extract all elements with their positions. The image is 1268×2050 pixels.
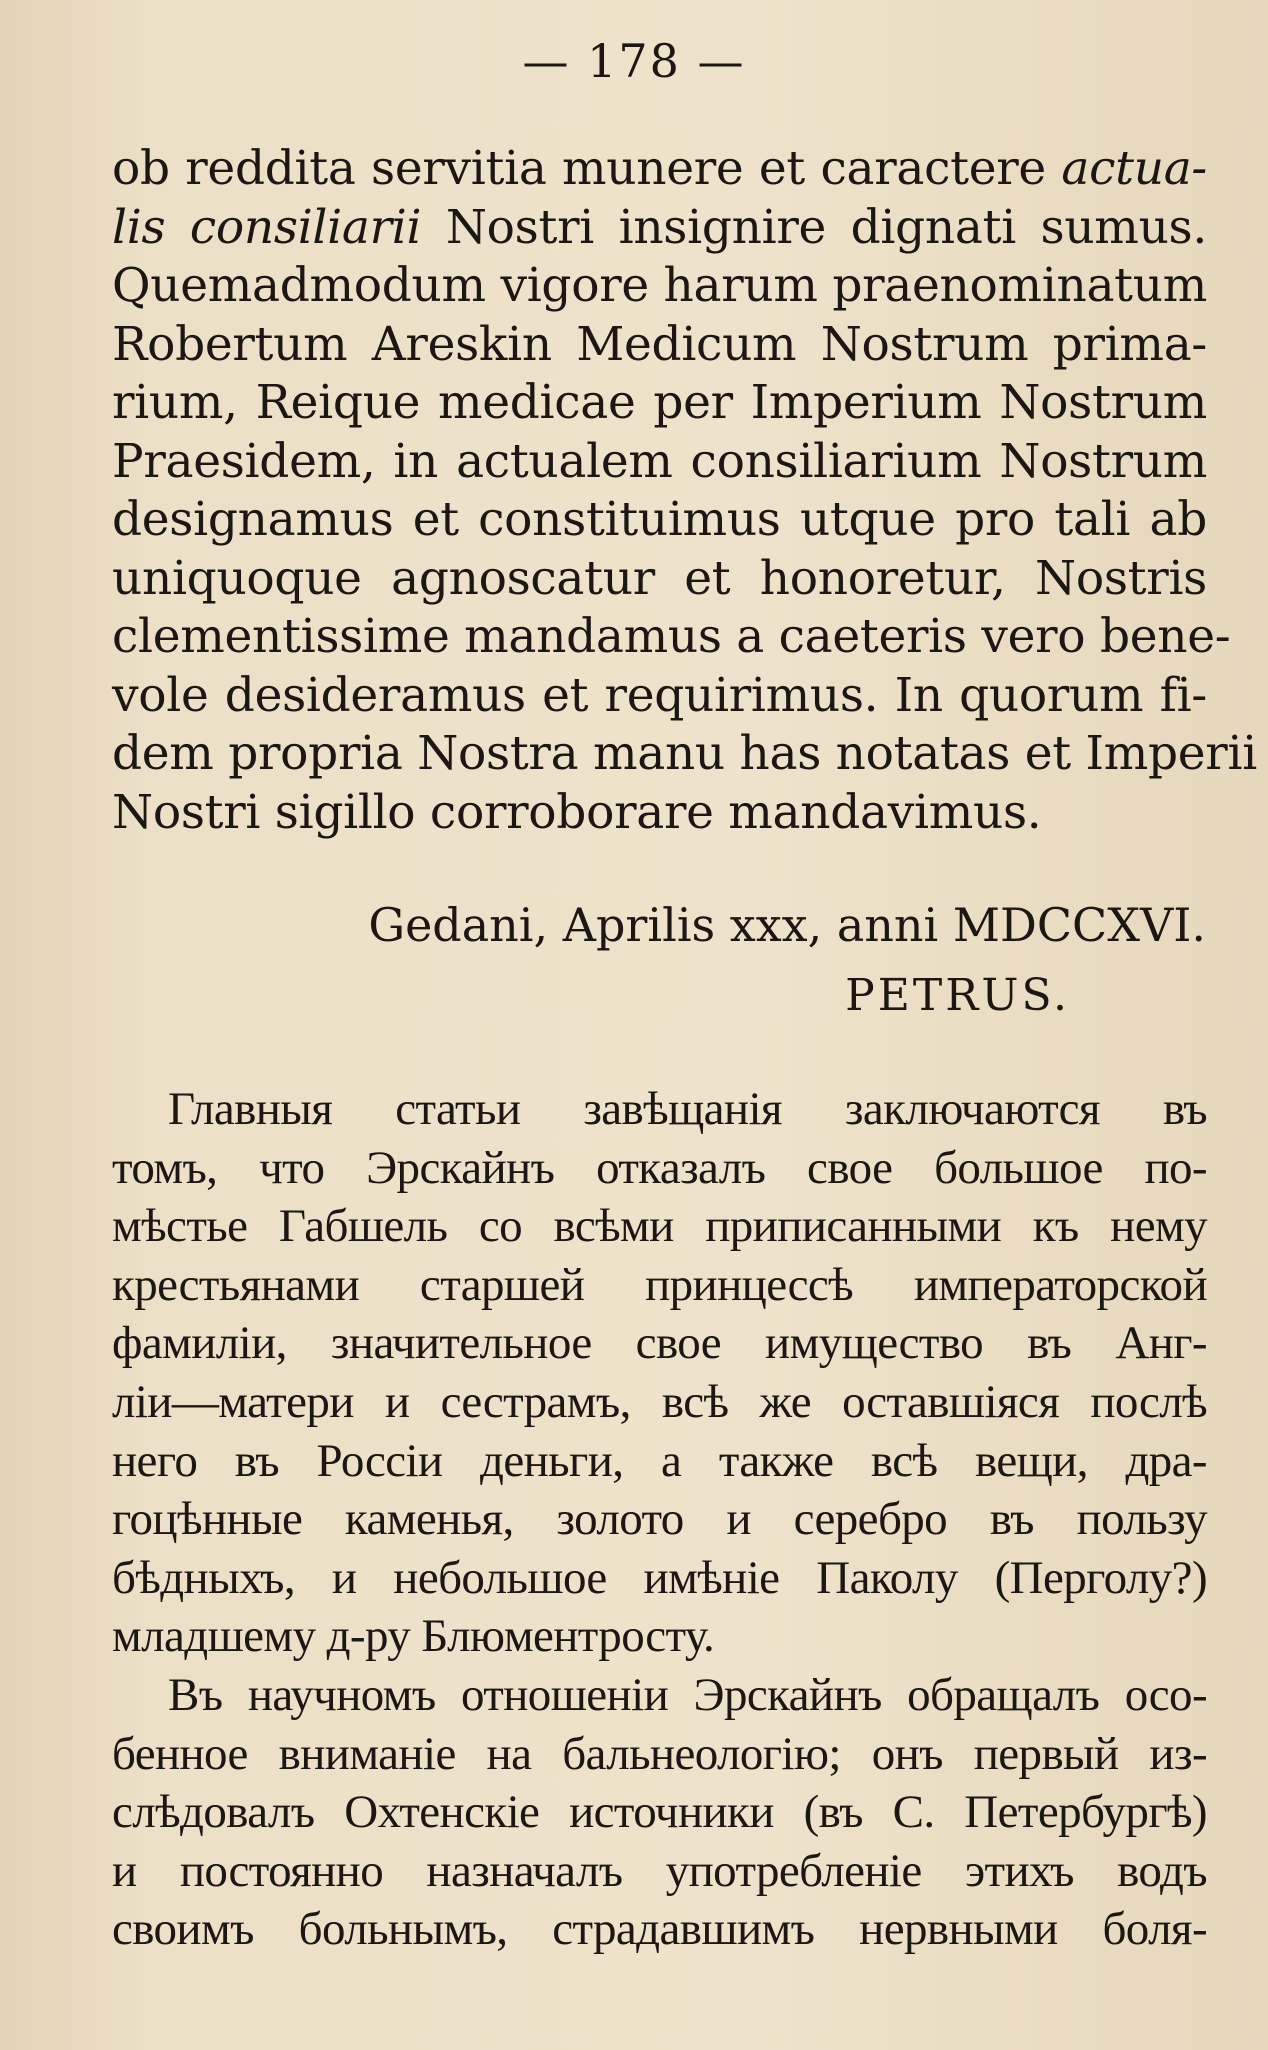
text-line: Robertum Areskin Medicum Nostrum prima-	[112, 316, 1207, 372]
text-line: uniquoque agnoscatur et honoretur, Nostris	[112, 550, 1207, 606]
russian-paragraphs	[112, 1080, 1207, 1959]
latin-paragraph	[112, 140, 1257, 842]
text-line: designamus et constituimus utque pro tali ab	[112, 492, 1207, 547]
text-line: него въ Россіи деньги, а также всѣ вещи, дра-	[112, 1434, 1207, 1487]
text-line: слѣдовалъ Охтенскіе источники (въ С. Петербургѣ)	[112, 1786, 1207, 1839]
text-line: бенное вниманіе на бальнеологію; онъ первый из-	[112, 1727, 1207, 1780]
text-run: ob reddita servitia munere et caractere	[112, 141, 1046, 196]
text-line: своимъ больнымъ, страдавшимъ нервными боля-	[112, 1903, 1207, 1956]
italic-text-run: actua-	[1061, 141, 1208, 196]
text-line: Главныя статьи завѣщанія заключаются въ	[168, 1083, 1207, 1135]
text-run: Nostri insignire dignati sumus.	[445, 199, 1208, 255]
text-line: dem propria Nostra manu has notatas et Imperii	[112, 726, 1257, 781]
text-line: томъ, что Эрскайнъ отказалъ свое большое по-	[112, 1141, 1207, 1194]
text-line: Praesidem, in actualem consiliarium Nostrum	[112, 433, 1207, 489]
text-line: rium, Reique medicae per Imperium Nostrum	[112, 375, 1207, 430]
text-line: фамиліи, значительное свое имущество въ Анг-	[112, 1317, 1207, 1370]
text-line: ліи—матери и сестрамъ, всѣ же оставшіяся послѣ	[112, 1375, 1207, 1428]
text-line: крестьянами старшей принцессѣ императорской	[112, 1258, 1207, 1311]
italic-text-run: lis consiliarii	[112, 199, 422, 255]
text-line: Quemadmodum vigore harum praenominatum	[112, 258, 1207, 313]
text-line: Nostri sigillo corroborare mandavimus.	[112, 784, 1042, 840]
text-line: гоцѣнные каменья, золото и серебро въ пользу	[112, 1493, 1207, 1546]
text-line: и постоянно назначалъ употребленіе этихъ водъ	[112, 1844, 1207, 1897]
page-number: — 178 —	[522, 34, 746, 88]
text-line: Въ научномъ отношеніи Эрскайнъ обращалъ осо-	[168, 1668, 1207, 1721]
text-line: clementissime mandamus a caeteris vero bene-	[112, 609, 1231, 664]
place-date: Gedani, Aprilis xxx, anni MDCCXVI.	[368, 898, 1206, 952]
text-line: мѣстье Габшель со всѣми приписанными къ нему	[112, 1200, 1207, 1253]
text-line: младшему д-ру Блюментросту.	[112, 1610, 715, 1663]
text-line: бѣдныхъ, и небольшое имѣніе Паколу (Перголу?)	[112, 1551, 1207, 1604]
text-line: vole desideramus et requirimus. In quorum fi-	[112, 667, 1207, 723]
text-line	[112, 199, 1207, 258]
signature: PETRUS.	[845, 970, 1070, 1021]
text-line	[112, 140, 1207, 199]
